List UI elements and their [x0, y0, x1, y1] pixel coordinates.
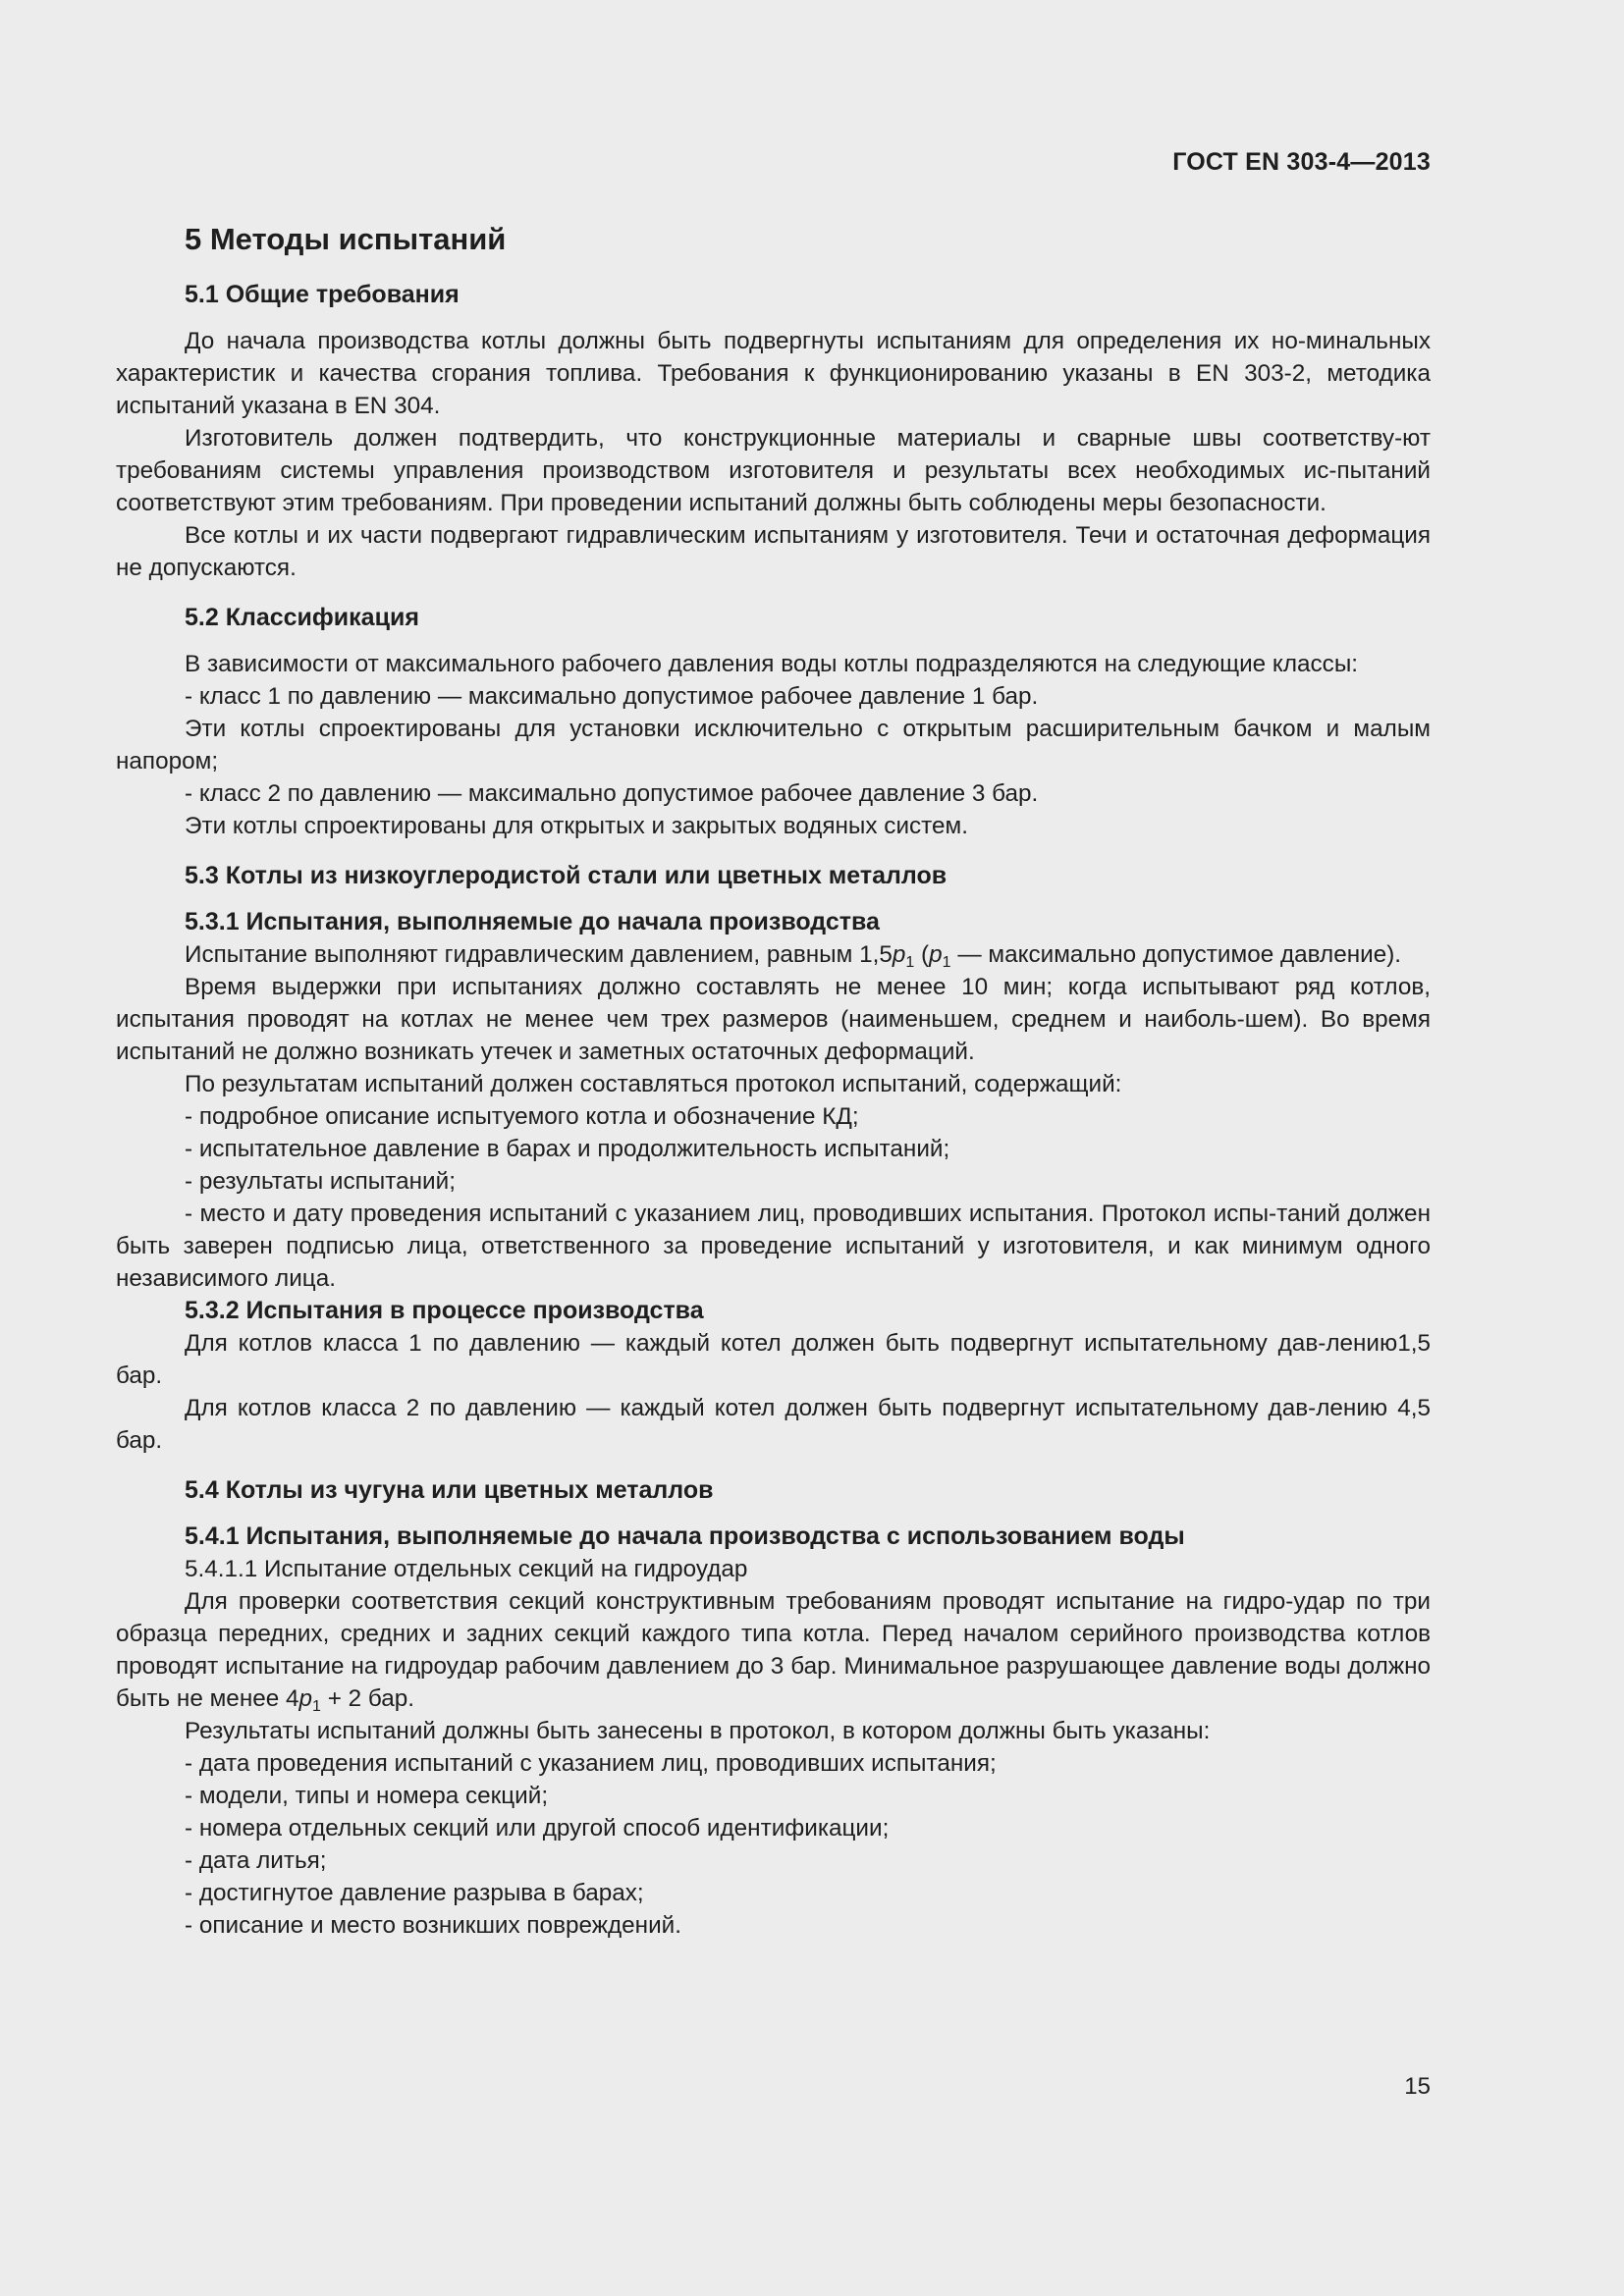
- list-item: - модели, типы и номера секций;: [185, 1783, 549, 1809]
- document-body: [116, 218, 1431, 1942]
- section-5-4-title: 5.4 Котлы из чугуна или цветных металлов: [185, 1476, 714, 1504]
- paragraph: Результаты испытаний должны быть занесены в протокол, в котором должны быть указаны:: [185, 1718, 1211, 1744]
- list-item: - класс 1 по давлению — максимально допустимое рабочее давление 1 бар.: [185, 683, 1039, 710]
- list-item: - место и дату проведения испытаний с указанием лиц, проводивших испытания. Протокол испы-таний должен быть заверен подписью лица, ответственного за проведение испытаний у изготовителя, и как минимум одного независимого лица.: [116, 1201, 1431, 1292]
- list-item: - класс 2 по давлению — максимально допустимое рабочее давление 3 бар.: [185, 780, 1039, 807]
- paragraph: Эти котлы спроектированы для установки исключительно с открытым расширительным бачком и малым напором;: [116, 716, 1431, 774]
- list-item: - испытательное давление в барах и продолжительность испытаний;: [185, 1136, 950, 1162]
- paragraph: Время выдержки при испытаниях должно составлять не менее 10 мин; когда испытывают ряд котлов, испытания проводят на котлах не менее чем трех размеров (наименьшем, среднем и наиболь-шем). Во время испытаний не должно возникать утечек и заметных остаточных деформаций.: [116, 974, 1431, 1065]
- section-5-4-1-1-title: 5.4.1.1 Испытание отдельных секций на гидроудар: [185, 1556, 748, 1582]
- list-item: - описание и место возникших повреждений.: [185, 1912, 681, 1939]
- paragraph: По результатам испытаний должен составляться протокол испытаний, содержащий:: [185, 1071, 1122, 1097]
- paragraph: Эти котлы спроектированы для открытых и закрытых водяных систем.: [185, 813, 968, 839]
- list-item: - результаты испытаний;: [185, 1168, 456, 1195]
- section-5-3-1-title: 5.3.1 Испытания, выполняемые до начала производства: [185, 908, 880, 935]
- paragraph: Для котлов класса 1 по давлению — каждый котел должен быть подвергнут испытательному дав-лению1,5 бар.: [116, 1330, 1431, 1389]
- page-number: 15: [1404, 2073, 1431, 2100]
- paragraph: До начала производства котлы должны быть подвергнуты испытаниям для определения их но-минальных характеристик и качества сгорания топлива. Требования к функционированию указаны в EN 303-2, методика испытаний указана в EN 304.: [116, 328, 1431, 419]
- section-5-2-title: 5.2 Классификация: [185, 604, 419, 631]
- list-item: - дата проведения испытаний с указанием лиц, проводивших испытания;: [185, 1750, 997, 1777]
- section-5-4-1-title: 5.4.1 Испытания, выполняемые до начала производства с использованием воды: [185, 1522, 1185, 1550]
- section-5-3-2-title: 5.3.2 Испытания в процессе производства: [185, 1297, 704, 1324]
- paragraph: Изготовитель должен подтвердить, что конструкционные материалы и сварные швы соответству-ют требованиям системы управления производством изготовителя и результаты всех необходимых ис-пытаний соответствуют этим требованиям. При проведении испытаний должны быть соблюдены меры безопасности.: [116, 425, 1431, 516]
- list-item: - подробное описание испытуемого котла и обозначение КД;: [185, 1103, 859, 1130]
- section-5-title: 5 Методы испытаний: [185, 222, 507, 256]
- paragraph-hydro-test: Для проверки соответствия секций конструктивным требованиям проводят испытание на гидро-удар по три образца передних, средних и задних секций каждого типа котла. Перед началом серийного производства котлов проводят испытание на гидроудар рабочим давлением до 3 бар. Минимальное разрушающее давление воды должно быть не менее $4p_1 + 2$ бар.: [116, 1588, 1431, 1715]
- list-item: - номера отдельных секций или другой способ идентификации;: [185, 1815, 890, 1842]
- section-5-3-title: 5.3 Котлы из низкоуглеродистой стали или цветных металлов: [185, 862, 947, 889]
- document-header: ГОСТ EN 303-4—2013: [1172, 148, 1431, 176]
- section-5-1-title: 5.1 Общие требования: [185, 281, 460, 308]
- paragraph-pressure-formula: Испытание выполняют гидравлическим давлением, равным $1,5p_1$ ($p_1$ — максимально допустимое давление).: [185, 941, 1402, 971]
- paragraph: Все котлы и их части подвергают гидравлическим испытаниям у изготовителя. Течи и остаточная деформация не допускаются.: [116, 522, 1431, 581]
- paragraph: Для котлов класса 2 по давлению — каждый котел должен быть подвергнут испытательному дав-лению 4,5 бар.: [116, 1395, 1431, 1454]
- paragraph: В зависимости от максимального рабочего давления воды котлы подразделяются на следующие классы:: [185, 651, 1359, 677]
- list-item: - дата литья;: [185, 1847, 327, 1874]
- list-item: - достигнутое давление разрыва в барах;: [185, 1880, 644, 1906]
